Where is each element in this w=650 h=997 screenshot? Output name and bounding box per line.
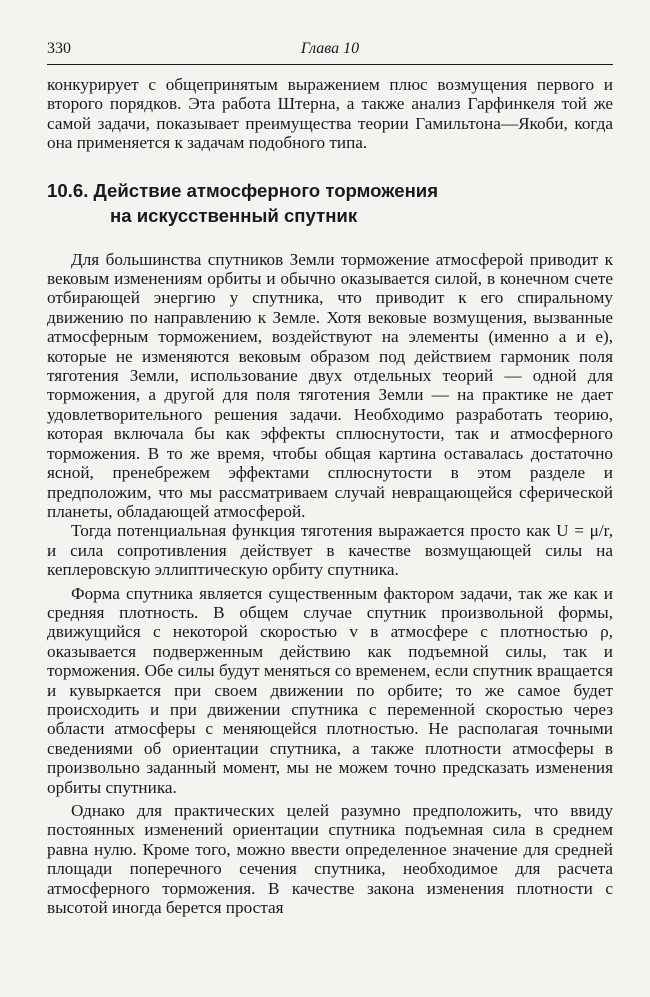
book-page: [47, 40, 613, 917]
intro-paragraph: конкурирует с общепринятым выражением плюс возмущения первого и второго порядков. Эта работа Штерна, а также анализ Гарфинкеля той же самой задачи, показывает преимущества теории Гамильтона—Якоби, когда она применяется к задачам подобного типа.: [47, 75, 613, 153]
section-heading: [47, 178, 613, 228]
section-number: 10.6.: [47, 179, 89, 201]
chapter-title: Глава 10: [300, 40, 360, 57]
paragraph-potential: Тогда потенциальная функция тяготения выражается просто как U = μ/r, и сила сопротивления действует в качестве возмущающей силы на кеплеровскую эллиптическую орбиту спутника.: [47, 521, 613, 580]
section-title-line2: на искусственный спутник: [110, 204, 358, 226]
page-number: 330: [47, 40, 71, 57]
paragraph-drag-intro: Для большинства спутников Земли торможение атмосферой приводит к вековым изменениям орбиты и обычно оказывается силой, в конечном счете отбирающей энергию у спутника, что приводит к его спиральному движению по направлению к Земле. Хотя вековые возмущения, вызванные атмосферным торможением, воздействуют на элементы (именно a и e), которые не изменяются вековым образом под действием гармоник поля тяготения Земли, использование двух отдельных теорий — одной для торможения, а другой для поля тяготения Земли — на практике не дает удовлетворительного решения задачи. Необходимо разработать теорию, которая включала бы как эффекты сплюснутости, так и атмосферного торможения. В то же время, чтобы общая картина оставалась достаточно ясной, пренебрежем эффектами сплюснутости в этом разделе и предположим, что мы рассматриваем случай невращающейся сферической планеты, обладающей атмосферой.: [47, 249, 613, 521]
paragraph-practical: Однако для практических целей разумно предположить, что ввиду постоянных изменений ориентации спутника подъемная сила в среднем равна нулю. Кроме того, можно ввести определенное значение для средней площади поперечного сечения спутника, необходимое для расчета атмосферного торможения. В качестве закона изменения плотности с высотой иногда берется простая: [47, 801, 613, 918]
paragraph-shape: Форма спутника является существенным фактором задачи, так же как и средняя плотность. В общем случае спутник произвольной формы, движущийся с некоторой скоростью v в атмосфере с плотностью ρ, оказывается подверженным действию как подъемной силы, так и торможения. Обе силы будут меняться со временем, если спутник вращается и кувыркается при своем движении по орбите; то же самое будет происходить и при движении спутника с переменной скоростью через области атмосферы с меняющейся плотностью. Не располагая точными сведениями об ориентации спутника, а также плотности атмосферы в произвольно заданный момент, мы не можем точно предсказать изменения орбиты спутника.: [47, 583, 613, 797]
section-title-line1: Действие атмосферного торможения: [93, 179, 439, 201]
running-header: [47, 40, 613, 62]
header-rule: [47, 64, 613, 65]
